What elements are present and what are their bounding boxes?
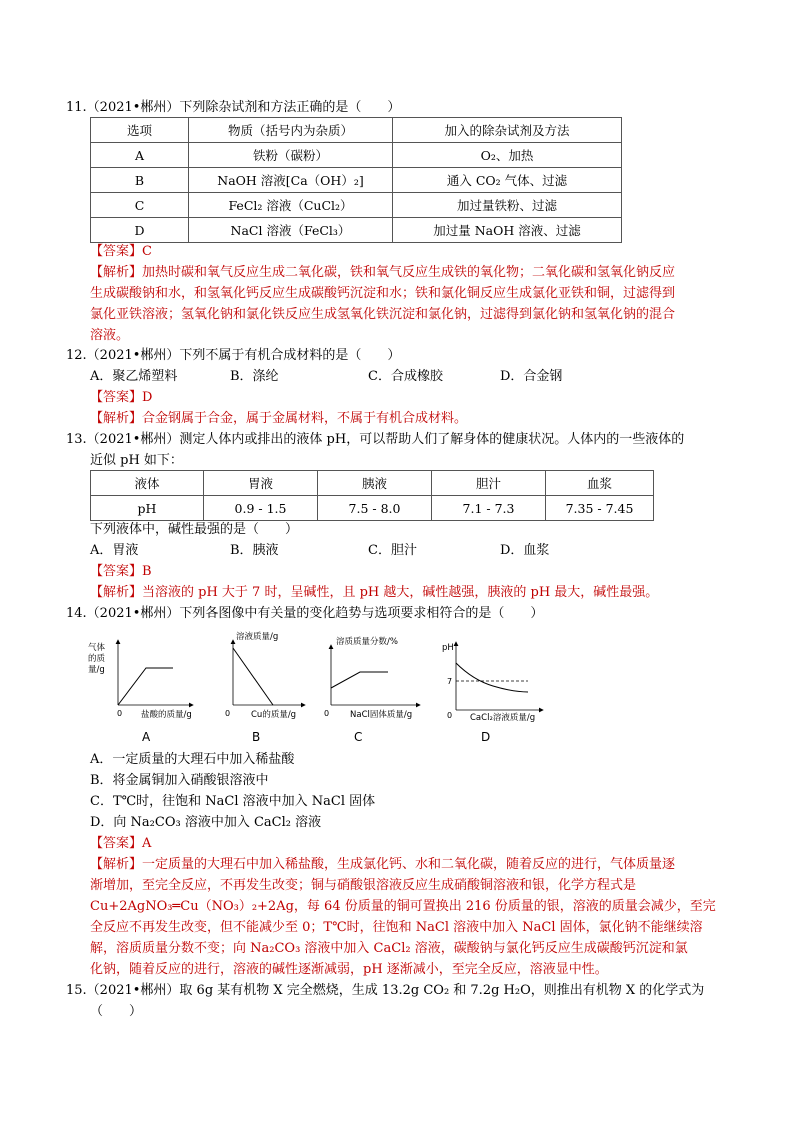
q13-answer: 【答案】B bbox=[90, 564, 152, 579]
table-row bbox=[91, 168, 622, 193]
graph-b-origin: 0 bbox=[225, 709, 231, 718]
table-header: 胰液 bbox=[318, 471, 432, 496]
table-header: 选项 bbox=[91, 118, 189, 143]
q11-answer: 【答案】C bbox=[90, 244, 152, 259]
q15-stem-cont: （ ） bbox=[90, 1004, 143, 1019]
graph-d-tick: 7 bbox=[447, 677, 453, 686]
q13-analysis: 【解析】当溶液的 pH 大于 7 时，呈碱性，且 pH 越大，碱性越强，胰液的 pH 最大，碱性最强。 bbox=[90, 585, 659, 600]
graph-b-xlabel: Cu的质量/g bbox=[251, 710, 297, 720]
table-cell: 0.9 - 1.5 bbox=[204, 496, 318, 521]
graph-c-xlabel: NaCl固体质量/g bbox=[350, 710, 413, 720]
table-cell: NaCl 溶液（FeCl₃） bbox=[189, 218, 393, 243]
q13-option-c[interactable]: C．胆汁 bbox=[368, 543, 417, 558]
graph-c-origin: 0 bbox=[324, 709, 330, 718]
table-row bbox=[91, 118, 622, 143]
graph-a-ylabel-3: 量/g bbox=[88, 665, 105, 675]
q12-option-b[interactable]: B．涤纶 bbox=[230, 369, 279, 384]
table-cell: 加过量铁粉、过滤 bbox=[393, 193, 622, 218]
graph-c-ylabel: 溶质质量分数/% bbox=[336, 637, 398, 647]
table-row bbox=[91, 218, 622, 243]
q11-stem: 11.（2021•郴州）下列除杂试剂和方法正确的是（ ） bbox=[66, 100, 401, 115]
q11-analysis-line: 溶液。 bbox=[90, 328, 130, 343]
q14-analysis-line: 化钠，随着反应的进行，溶液的碱性逐渐减弱，pH 逐渐减小，至完全反应，溶液显中性。 bbox=[90, 962, 608, 977]
graph-a-xlabel: 盐酸的质量/g bbox=[141, 710, 192, 720]
graph-d-letter: D bbox=[481, 730, 491, 744]
table-row bbox=[91, 193, 622, 218]
graph-d-curve bbox=[456, 663, 528, 692]
table-cell: 7.5 - 8.0 bbox=[318, 496, 432, 521]
graph-b-letter: B bbox=[252, 730, 261, 744]
table-cell: A bbox=[91, 143, 189, 168]
graph-d-ylabel: pH bbox=[442, 643, 454, 653]
q13-options bbox=[90, 542, 549, 560]
table-row bbox=[91, 143, 622, 168]
graph-d bbox=[442, 642, 543, 744]
q14-analysis-line: 解，溶质质量分数不变；向 Na₂CO₃ 溶液中加入 CaCl₂ 溶液，碳酸钠与氯化钙反应生成碳酸钙沉淀和氯 bbox=[90, 941, 688, 956]
q12-answer: 【答案】D bbox=[90, 390, 153, 405]
q14-analysis-line: Cu+2AgNO₃═Cu（NO₃）₂+2Ag，每 64 份质量的铜可置换出 216 份质量的银，溶液的质量会减少，至完 bbox=[90, 899, 716, 914]
q14-stem: 14.（2021•郴州）下列各图像中有关量的变化趋势与选项要求相符合的是（ ） bbox=[66, 606, 544, 621]
graph-a-origin: 0 bbox=[117, 709, 123, 718]
graph-a bbox=[88, 640, 193, 744]
table-cell: 铁粉（碳粉） bbox=[189, 143, 393, 168]
table-cell: O₂、加热 bbox=[393, 143, 622, 168]
q14-analysis-line: 渐增加，至完全反应，不再发生改变；铜与硝酸银溶液反应生成硝酸铜溶液和银，化学方程式是 bbox=[90, 878, 637, 893]
q11-analysis-line: 氯化亚铁溶液；氢氧化钠和氯化铁反应生成氢氧化铁沉淀和氯化钠，过滤得到氯化钠和氢氧化钠的混合 bbox=[90, 307, 676, 322]
q14-answer: 【答案】A bbox=[90, 836, 152, 851]
table-row bbox=[91, 471, 654, 496]
graph-a-ylabel-2: 的质 bbox=[88, 654, 106, 664]
q13-table bbox=[90, 470, 654, 521]
table-cell: C bbox=[91, 193, 189, 218]
table-cell: 7.35 - 7.45 bbox=[546, 496, 654, 521]
table-row bbox=[91, 496, 654, 521]
table-header: 物质（括号内为杂质） bbox=[189, 118, 393, 143]
graph-b bbox=[225, 631, 305, 744]
q14-option-d[interactable]: D．向 Na₂CO₃ 溶液中加入 CaCl₂ 溶液 bbox=[90, 815, 322, 830]
table-cell: 7.1 - 7.3 bbox=[432, 496, 546, 521]
q13-stem-cont: 近似 pH 如下： bbox=[90, 453, 183, 468]
table-cell: 通入 CO₂ 气体、过滤 bbox=[393, 168, 622, 193]
table-cell: B bbox=[91, 168, 189, 193]
graph-a-letter: A bbox=[142, 730, 151, 744]
table-cell: 加过量 NaOH 溶液、过滤 bbox=[393, 218, 622, 243]
q14-option-a[interactable]: A．一定质量的大理石中加入稀盐酸 bbox=[90, 752, 295, 767]
table-header: 加入的除杂试剂及方法 bbox=[393, 118, 622, 143]
table-cell: NaOH 溶液[Ca（OH）₂] bbox=[189, 168, 393, 193]
graph-c bbox=[324, 636, 420, 744]
graph-b-curve bbox=[233, 648, 273, 705]
q12-options bbox=[90, 368, 562, 386]
q14-option-b[interactable]: B．将金属铜加入硝酸银溶液中 bbox=[90, 773, 269, 788]
table-header: 胃液 bbox=[204, 471, 318, 496]
graph-c-curve bbox=[331, 672, 388, 688]
q12-option-a[interactable]: A．聚乙烯塑料 bbox=[90, 369, 178, 384]
q12-option-d[interactable]: D．合金钢 bbox=[500, 369, 563, 384]
q13-option-d[interactable]: D．血浆 bbox=[500, 543, 550, 558]
graph-d-origin: 0 bbox=[447, 711, 453, 720]
q13-stem: 13.（2021•郴州）测定人体内或排出的液体 pH，可以帮助人们了解身体的健康状况。人体内的一些液体的 bbox=[66, 432, 685, 447]
q12-stem: 12.（2021•郴州）下列不属于有机合成材料的是（ ） bbox=[66, 348, 401, 363]
q13-option-a[interactable]: A．胃液 bbox=[90, 543, 139, 558]
q11-table bbox=[90, 117, 622, 243]
q13-question: 下列液体中，碱性最强的是（ ） bbox=[90, 522, 299, 537]
table-cell: pH bbox=[91, 496, 204, 521]
q14-analysis-line: 【解析】一定质量的大理石中加入稀盐酸，生成氯化钙、水和二氧化碳，随着反应的进行，气体质量逐 bbox=[90, 857, 676, 872]
q13-option-b[interactable]: B．胰液 bbox=[230, 543, 279, 558]
graph-a-curve bbox=[118, 668, 173, 705]
q15-stem: 15.（2021•郴州）取 6g 某有机物 X 完全燃烧，生成 13.2g CO₂ 和 7.2g H₂O，则推出有机物 X 的化学式为 bbox=[66, 983, 705, 998]
graph-b-ylabel: 溶液质量/g bbox=[236, 632, 279, 642]
table-header: 胆汁 bbox=[432, 471, 546, 496]
graph-d-xlabel: CaCl₂溶液质量/g bbox=[470, 713, 536, 723]
q14-option-c[interactable]: C．T℃时，往饱和 NaCl 溶液中加入 NaCl 固体 bbox=[90, 794, 376, 809]
q12-analysis: 【解析】合金钢属于合金，属于金属材料，不属于有机合成材料。 bbox=[90, 411, 468, 426]
q14-analysis-line: 全反应不再发生改变，但不能减少至 0；T℃时，往饱和 NaCl 溶液中加入 NaCl 固体，氯化钠不能继续溶 bbox=[90, 920, 703, 935]
table-cell: FeCl₂ 溶液（CuCl₂） bbox=[189, 193, 393, 218]
graph-c-letter: C bbox=[354, 730, 363, 744]
table-cell: D bbox=[91, 218, 189, 243]
table-header: 液体 bbox=[91, 471, 204, 496]
graph-a-ylabel-1: 气体 bbox=[88, 643, 106, 653]
q11-analysis-line: 【解析】加热时碳和氧气反应生成二氧化碳，铁和氧气反应生成铁的氧化物；二氧化碳和氢氧化钠反应 bbox=[90, 265, 676, 280]
q11-analysis-line: 生成碳酸钠和水，和氢氧化钙反应生成碳酸钙沉淀和水；铁和氯化铜反应生成氯化亚铁和铜，过滤得到 bbox=[90, 286, 676, 301]
table-header: 血浆 bbox=[546, 471, 654, 496]
q12-option-c[interactable]: C．合成橡胶 bbox=[368, 369, 443, 384]
q14-graphs bbox=[88, 630, 548, 748]
